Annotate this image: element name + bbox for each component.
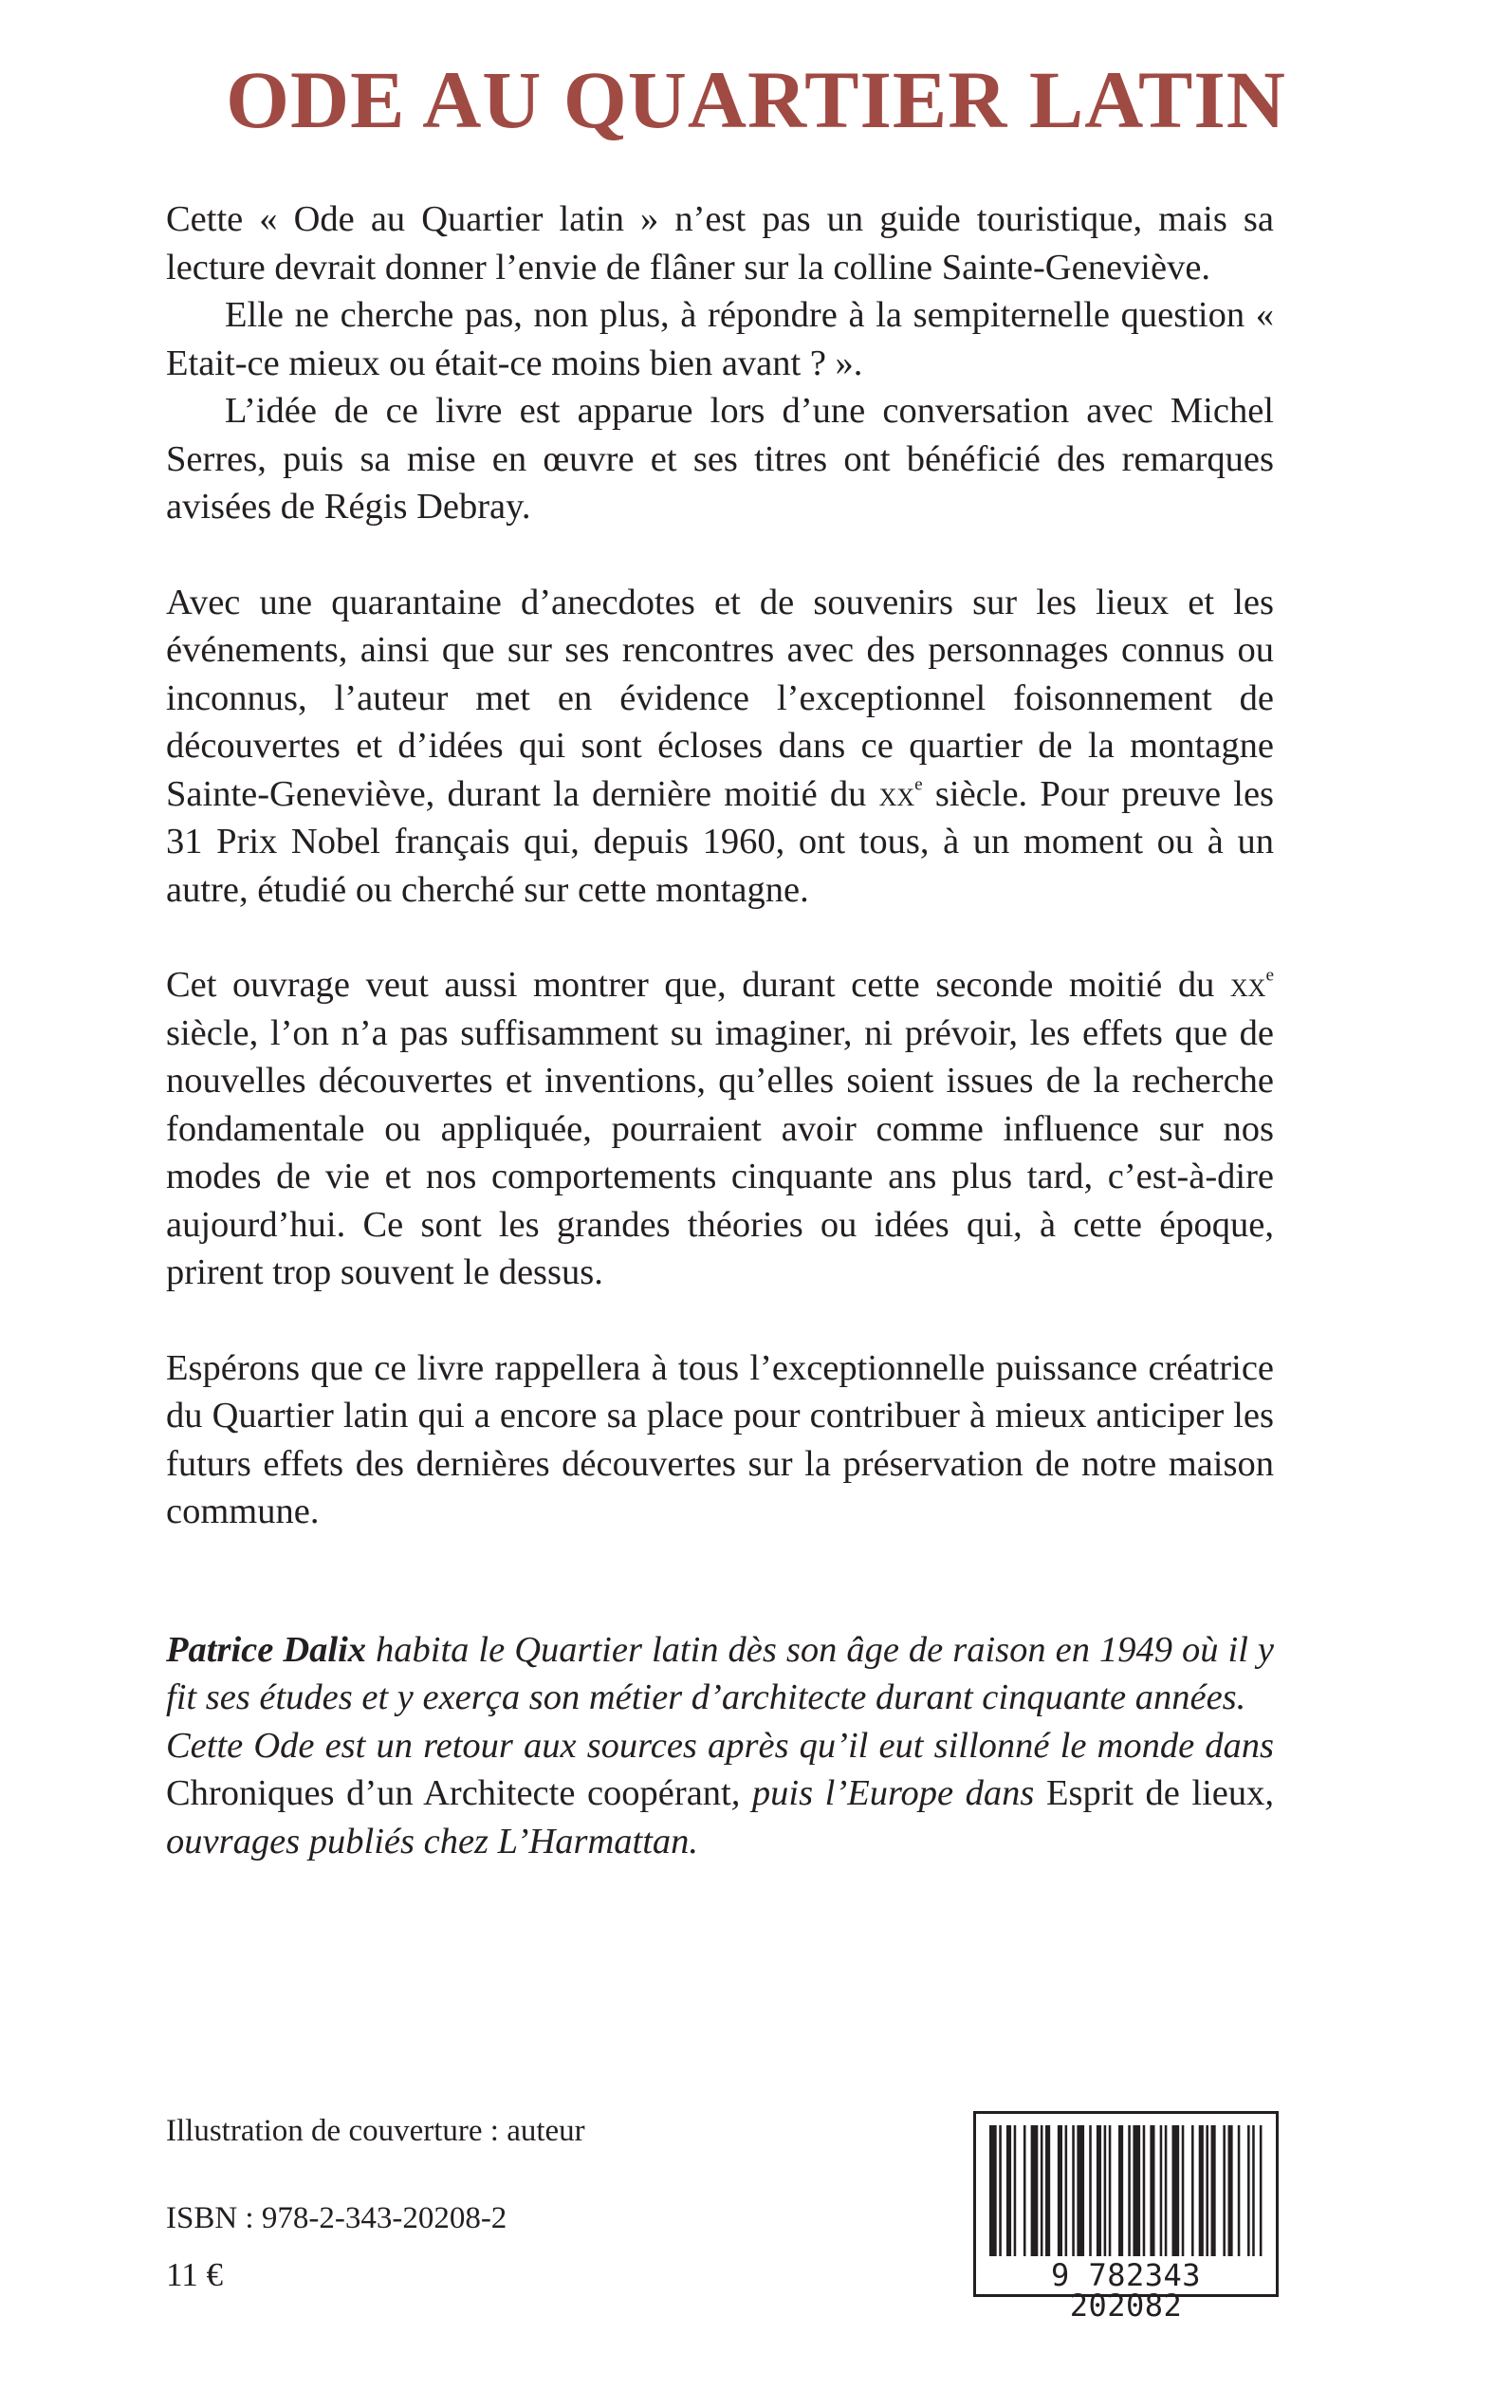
barcode-bar	[1260, 2125, 1263, 2256]
barcode-bar	[1199, 2125, 1204, 2256]
barcode	[973, 2111, 1279, 2324]
barcode-bar	[1014, 2125, 1017, 2256]
barcode-bar	[1150, 2125, 1154, 2256]
barcode-bar	[1104, 2125, 1107, 2256]
barcode-bar	[1206, 2125, 1208, 2256]
intro-paragraph-1: Cette « Ode au Quartier latin » n’est pas un guide touristique, mais sa lecture devrait donner l’envie de flâner sur la colline Sainte-Geneviève.	[166, 199, 1274, 287]
barcode-bar	[1223, 2125, 1226, 2256]
author-bio-text-3: , puis l’Europe dans	[730, 1773, 1035, 1813]
barcode-bar	[1143, 2125, 1146, 2256]
purpose-paragraph	[166, 961, 1274, 1297]
barcode-bar	[1006, 2125, 1011, 2256]
barcode-bar	[1031, 2125, 1039, 2256]
barcode-bar	[1058, 2125, 1062, 2256]
author-name: Patrice Dalix	[166, 1629, 367, 1670]
barcode-bar	[999, 2125, 1002, 2256]
barcode-bar	[1191, 2125, 1194, 2256]
barcode-bar	[1171, 2125, 1179, 2256]
barcode-bar	[1045, 2125, 1050, 2256]
price: 11 €	[166, 2256, 223, 2293]
barcode-bar	[1165, 2125, 1168, 2256]
barcode-bar	[1247, 2125, 1250, 2256]
barcode-bars-icon	[989, 2125, 1264, 2256]
barcode-bar	[1228, 2125, 1233, 2256]
anecdotes-paragraph	[166, 579, 1274, 915]
illustration-credit: Illustration de couverture : auteur	[166, 2114, 585, 2148]
barcode-bar	[1089, 2125, 1092, 2256]
barcode-bar	[1097, 2125, 1101, 2256]
author-bio-text-2: Cette Ode est un retour aux sources après qu’il eut sillonné le monde dans	[166, 1725, 1274, 1766]
barcode-bar	[1211, 2125, 1216, 2256]
barcode-bar	[1160, 2125, 1163, 2256]
author-bio-paragraph-1	[166, 1626, 1274, 1722]
century-superscript: e	[914, 774, 923, 795]
barcode-bar	[1072, 2125, 1075, 2256]
century-numeral: xx	[878, 773, 915, 813]
intro-paragraph-2: Elle ne cherche pas, non plus, à répondre à la sempiternelle question « Etait-ce mieux ou était-ce moins bien avant ? ».	[166, 295, 1274, 383]
book-title: ODE AU QUARTIER LATIN	[226, 54, 1286, 145]
barcode-bar	[1041, 2125, 1043, 2256]
closing-paragraph: Espérons que ce livre rappellera à tous l’exceptionnelle puissance créatrice du Quartier latin qui a encore sa place pour contribuer à mieux anticiper les futurs effets des dernières découvertes sur la préservation de notre maison commune.	[166, 1347, 1274, 1531]
book-title-chroniques: Chroniques d’un Architecte coopérant	[166, 1773, 731, 1813]
anecdotes-text-end: siècle. Pour preuve les 31 Prix Nobel français qui, depuis 1960, ont tous, à un moment ou à un autre, étudié ou cherché sur cette montagne.	[166, 773, 1275, 910]
purpose-text-end: siècle, l’on n’a pas suffisamment su imaginer, ni prévoir, les effets que de nouvelles découvertes et inventions, qu’elles soient issues de la recherche fondamentale ou appliquée, pourraient avoir comme influence sur nos modes de vie et nos comportements cinquante ans plus tard, c’est-à-dire aujourd’hui. Ce sont les grandes théories ou idées qui, à cette époque, prirent trop souvent le dessus.	[166, 1012, 1274, 1292]
barcode-bar	[1065, 2125, 1068, 2256]
barcode-digits: 9 782343 202082	[1050, 2257, 1202, 2324]
isbn: ISBN : 978-2-343-20208-2	[166, 2201, 507, 2235]
author-bio-paragraph-2	[166, 1722, 1274, 1866]
intro-paragraph-3: L’idée de ce livre est apparue lors d’une conversation avec Michel Serres, puis sa mise en œuvre et ses titres ont bénéficié des remarques avisées de Régis Debray.	[166, 391, 1274, 527]
barcode-bar	[1118, 2125, 1123, 2256]
barcode-bar	[989, 2125, 997, 2256]
barcode-bar	[1128, 2125, 1131, 2256]
purpose-text-start: Cet ouvrage veut aussi montrer que, durant cette seconde moitié du	[166, 965, 1215, 1005]
century-numeral: xx	[1229, 965, 1266, 1004]
author-bio-text-4: , ouvrages publiés chez L’Harmattan.	[166, 1773, 1274, 1862]
back-cover-text	[166, 195, 1274, 1865]
author-bio-text: habita le Quartier latin dès son âge de raison en 1949 où il y fit ses études et y exerça son métier d’architecte durant cinquante années.	[166, 1629, 1274, 1717]
barcode-bar	[1077, 2125, 1084, 2256]
barcode-bar	[1133, 2125, 1140, 2256]
barcode-bar	[1109, 2125, 1112, 2256]
book-title-esprit: Esprit de lieux	[1045, 1773, 1265, 1813]
anecdotes-text-start: Avec une quarantaine d’anecdotes et de souvenirs sur les lieux et les événements, ainsi que sur ses rencontres avec des personnages connus ou inconnus, l’auteur met en évidence l’exceptionnel foisonnement de découvertes et d’idées qui sont écloses dans ce quartier de la montagne Sainte-Geneviève, durant la dernière moitié du	[166, 582, 1274, 814]
century-superscript: e	[1265, 965, 1274, 986]
barcode-bar	[1252, 2125, 1255, 2256]
barcode-bar	[1023, 2125, 1026, 2256]
barcode-bar	[1238, 2125, 1241, 2256]
barcode-bar	[1182, 2125, 1185, 2256]
